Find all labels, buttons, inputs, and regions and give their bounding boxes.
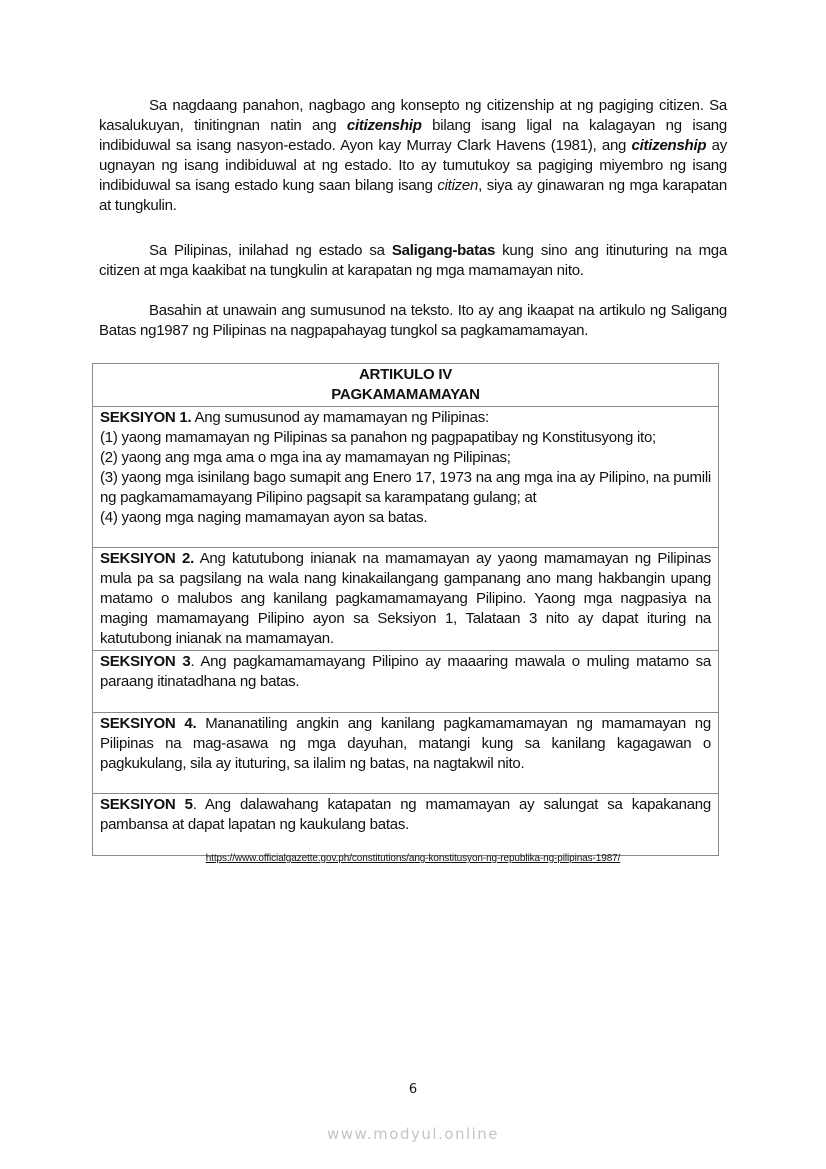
watermark: www.modyul.online [326,1125,500,1143]
section-5 [93,794,719,856]
section-1 [93,407,719,548]
page-number: 6 [408,1082,418,1097]
text: kung sino ang itinuturing na mga citizen at mga kaakibat na tungkulin at karapatan ng mga mamamayan nito. [99,242,727,279]
section-text: . Ang pagkamamamayang Pilipino ay maaaring mawala o muling matamo sa paraang itinatadhana ng batas. [100,653,712,690]
list-item: (1) yaong mamamayan ng Pilipinas sa panahon ng pagpapatibay ng Konstitusyong ito; [100,429,656,446]
section-text: Ang katutubong inianak na mamamayan ay yaong mamamayan ng Pilipinas mula pa sa pagsilang na wala nang kinakailangang gampanang ano mang hakbangin upang matamo o malubos ang kanilang pagkamamamayang Pilipino. Yaong mga nagpasiya na maging mamamayang Pilipino ayon sa Seksiyon 1, Talataan 3 nito ay dapat ituring na katutubong inianak na mamamayan. [100,550,711,647]
article-title: ARTIKULO IV [358,366,453,383]
section-label: SEKSIYON 3 [100,653,191,670]
list-item: (3) yaong mga isinilang bago sumapit ang Enero 17, 1973 na ang mga ina ay Pilipino, na pumili ng pagkamamamayang Pilipino pagsapit sa karampatang gulang; at [100,469,711,506]
intro-paragraph-2 [99,241,727,281]
article-table [92,363,719,856]
section-text: . Ang dalawahang katapatan ng mamamayan ay salungat sa kapakanang pambansa at dapat lapatan ng kaukulang batas. [100,796,711,833]
term-citizenship: citizenship [631,137,707,154]
section-2 [93,548,719,651]
article-header [93,364,719,407]
source-link[interactable]: https://www.officialgazette.gov.ph/constitutions/ang-konstitusyon-ng-republika-ng-pilipinas-1987/ [205,853,621,864]
term-citizenship: citizenship [346,117,422,134]
section-3 [93,651,719,713]
article-subtitle: PAGKAMAMAMAYAN [331,386,480,403]
term-saligang-batas: Saligang-batas [391,242,496,259]
section-text: Ang sumusunod ay mamamayan ng Pilipinas: [191,409,489,426]
text: Sa Pilipinas, inilahad ng estado sa [149,242,392,259]
section-label: SEKSIYON 1. [100,409,192,426]
text: bilang isang ligal na kalagayan ng isang indibiduwal sa isang nasyon-estado. Ayon kay Murray Clark Havens (1981), ang [99,117,727,154]
section-label: SEKSIYON 4. [100,715,197,732]
section-text: Mananatiling angkin ang kanilang pagkamamamayan ng mamamayan ng Pilipinas na mag-asawa ng mga dayuhan, matangi kung sa kanilang kagagawan o pagkukulang, sila ay ituturing, sa ilalim ng batas, na nagtakwil nito. [100,715,711,772]
list-item: (2) yaong ang mga ama o mga ina ay mamamayan ng Pilipinas; [100,449,511,466]
term-citizen: citizen [437,177,479,194]
section-label: SEKSIYON 5 [100,796,193,813]
section-label: SEKSIYON 2. [100,550,194,567]
text: , siya ay ginawaran ng mga karapatan at tungkulin. [99,177,727,214]
list-item: (4) yaong mga naging mamamayan ayon sa batas. [100,509,428,526]
section-4 [93,713,719,794]
intro-paragraph-1 [99,96,727,216]
text: Sa nagdaang panahon, nagbago ang konsepto ng citizenship at ng pagiging citizen. Sa kasalukuyan, tinitingnan natin ang [99,97,727,134]
text: ay ugnayan ng isang indibiduwal at ng estado. Ito ay tumutukoy sa pagiging miyembro ng isang indibiduwal sa isang estado kung saan bilang isang [99,137,727,194]
intro-paragraph-3: Basahin at unawain ang sumusunod na teksto. Ito ay ang ikaapat na artikulo ng Saligang Batas ng1987 ng Pilipinas na nagpapahayag tungkol sa pagkamamamayan. [99,302,727,339]
